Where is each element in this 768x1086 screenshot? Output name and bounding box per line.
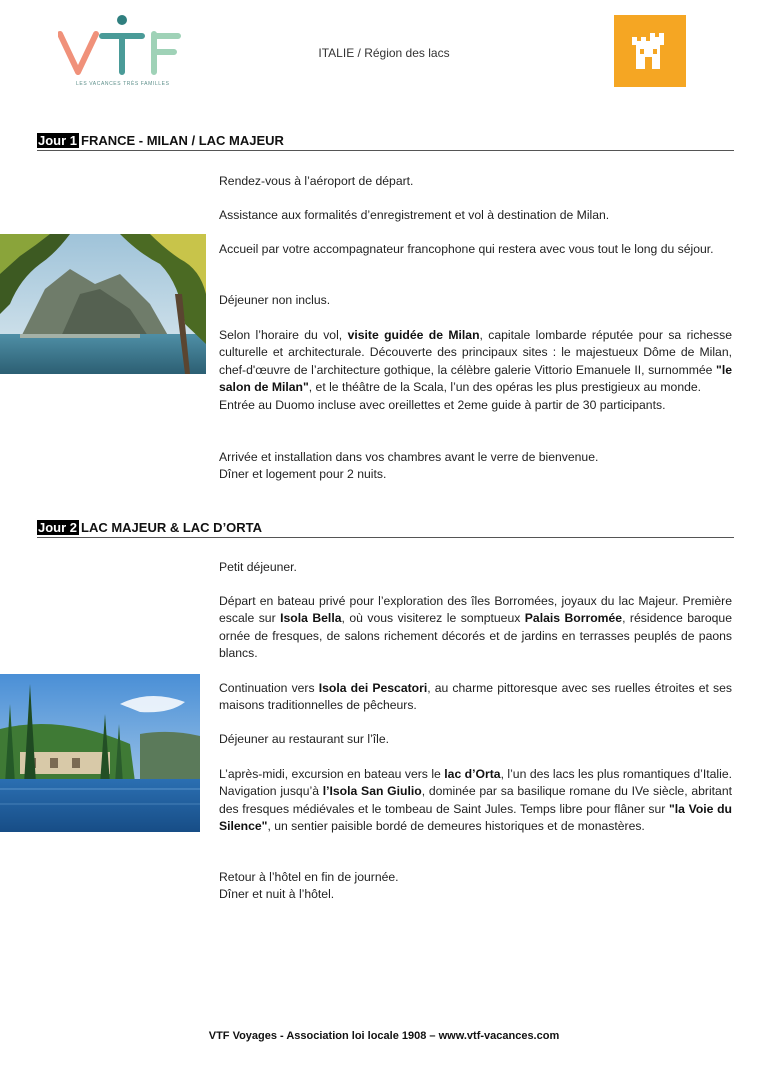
text-run: , capitale lombarde réputée pour sa richesse culturelle et architecturale. Découverte des principaux sites : le majestueux Dôme de Milan, chef-d'œuvre de l’architecture gothique, la célèbre galerie Vittorio Emanuele II, surnommée: [219, 328, 732, 377]
text-run: Continuation vers: [219, 681, 319, 695]
text-run: Retour à l’hôtel en fin de journée.: [219, 870, 399, 884]
text-run: , résidence baroque ornée de fresques, de salons richement décorés et de jardins en terrasses peuplés de paons blancs.: [219, 611, 732, 661]
isola-san-giulio-highlight: l’Isola San Giulio: [322, 784, 422, 799]
destination-title: ITALIE / Région des lacs: [318, 46, 450, 60]
day2-p1: Petit déjeuner.: [219, 560, 297, 574]
day2-number: Jour 2: [38, 520, 78, 535]
day1-p6: [219, 449, 732, 484]
island-villa-image: [0, 674, 200, 832]
text-run: , où vous visiterez le somptueux: [341, 611, 525, 626]
page-footer: VTF Voyages - Association loi locale 1908 – www.vtf-vacances.com: [208, 1030, 560, 1042]
text-run: Dîner et nuit à l’hôtel.: [219, 887, 335, 902]
day2-p5: [219, 766, 732, 836]
day1-p4: Déjeuner non inclus.: [219, 293, 331, 307]
text-run: Départ en bateau privé pour l’exploration des îles Borromées, joyaux du lac Majeur. Première escale sur: [219, 594, 732, 626]
text-run: , l’un des lacs les plus romantiques d’Italie. Navigation jusqu’à: [219, 767, 732, 799]
lac-orta-highlight: lac d’Orta: [444, 767, 501, 781]
isola-pescatori-highlight: Isola dei Pescatori: [318, 681, 428, 695]
lake-landscape-image: [0, 234, 206, 374]
text-run: Arrivée et installation dans vos chambres avant le verre de bienvenue.: [219, 450, 599, 464]
castle-icon: [614, 15, 686, 87]
isola-bella-highlight: Isola Bella: [280, 611, 342, 626]
day2-heading: [37, 520, 734, 538]
day2-p2: [219, 593, 732, 663]
voie-silence-highlight: "la Voie du Silence": [219, 801, 732, 834]
day2-title: LAC MAJEUR & LAC D’ORTA: [81, 520, 263, 535]
day1-p1: Rendez-vous à l’aéroport de départ.: [219, 174, 414, 188]
day1-title: FRANCE - MILAN / LAC MAJEUR: [81, 133, 284, 148]
milan-tour-highlight: visite guidée de Milan: [347, 328, 480, 342]
salon-highlight: "le salon de Milan": [219, 362, 732, 395]
day1-p3: Accueil par votre accompagnateur francophone qui restera avec vous tout le long du séjour.: [219, 242, 714, 256]
text-run: , un sentier paisible bordé de demeures historiques et de monastères.: [267, 819, 645, 834]
day1-number: Jour 1: [38, 133, 78, 148]
logo-tagline: LES VACANCES TRÈS FAMILLES: [76, 81, 170, 87]
palais-borromee-highlight: Palais Borromée: [524, 611, 623, 626]
day1-p5: [219, 327, 732, 414]
text-run: , dominée par sa basilique romane du IVe siècle, abritant des fresques médiévales et le tombeau de Saint Jules. Temps libre pour flâner sur: [219, 784, 733, 816]
text-run: , au charme pittoresque avec ses ruelles étroites et ses maisons traditionnelles de pêcheurs.: [219, 681, 732, 713]
day1-heading: [37, 133, 734, 151]
day1-p2: Assistance aux formalités d’enregistrement et vol à destination de Milan.: [219, 208, 610, 222]
text-run: , et le théâtre de la Scala, l’un des opéras les plus prestigieux au monde.: [308, 380, 702, 395]
text-run: L’après-midi, excursion en bateau vers le: [219, 767, 445, 781]
text-run: Selon l’horaire du vol,: [219, 328, 348, 342]
day2-p4: Déjeuner au restaurant sur l’île.: [219, 732, 390, 746]
castle-badge: [614, 15, 686, 87]
day2-p3: [219, 680, 732, 715]
text-run: Entrée au Duomo incluse avec oreillettes et 2eme guide à partir de 30 participants.: [219, 397, 666, 412]
day2-p6: [219, 869, 732, 904]
text-run: Dîner et logement pour 2 nuits.: [219, 467, 387, 482]
